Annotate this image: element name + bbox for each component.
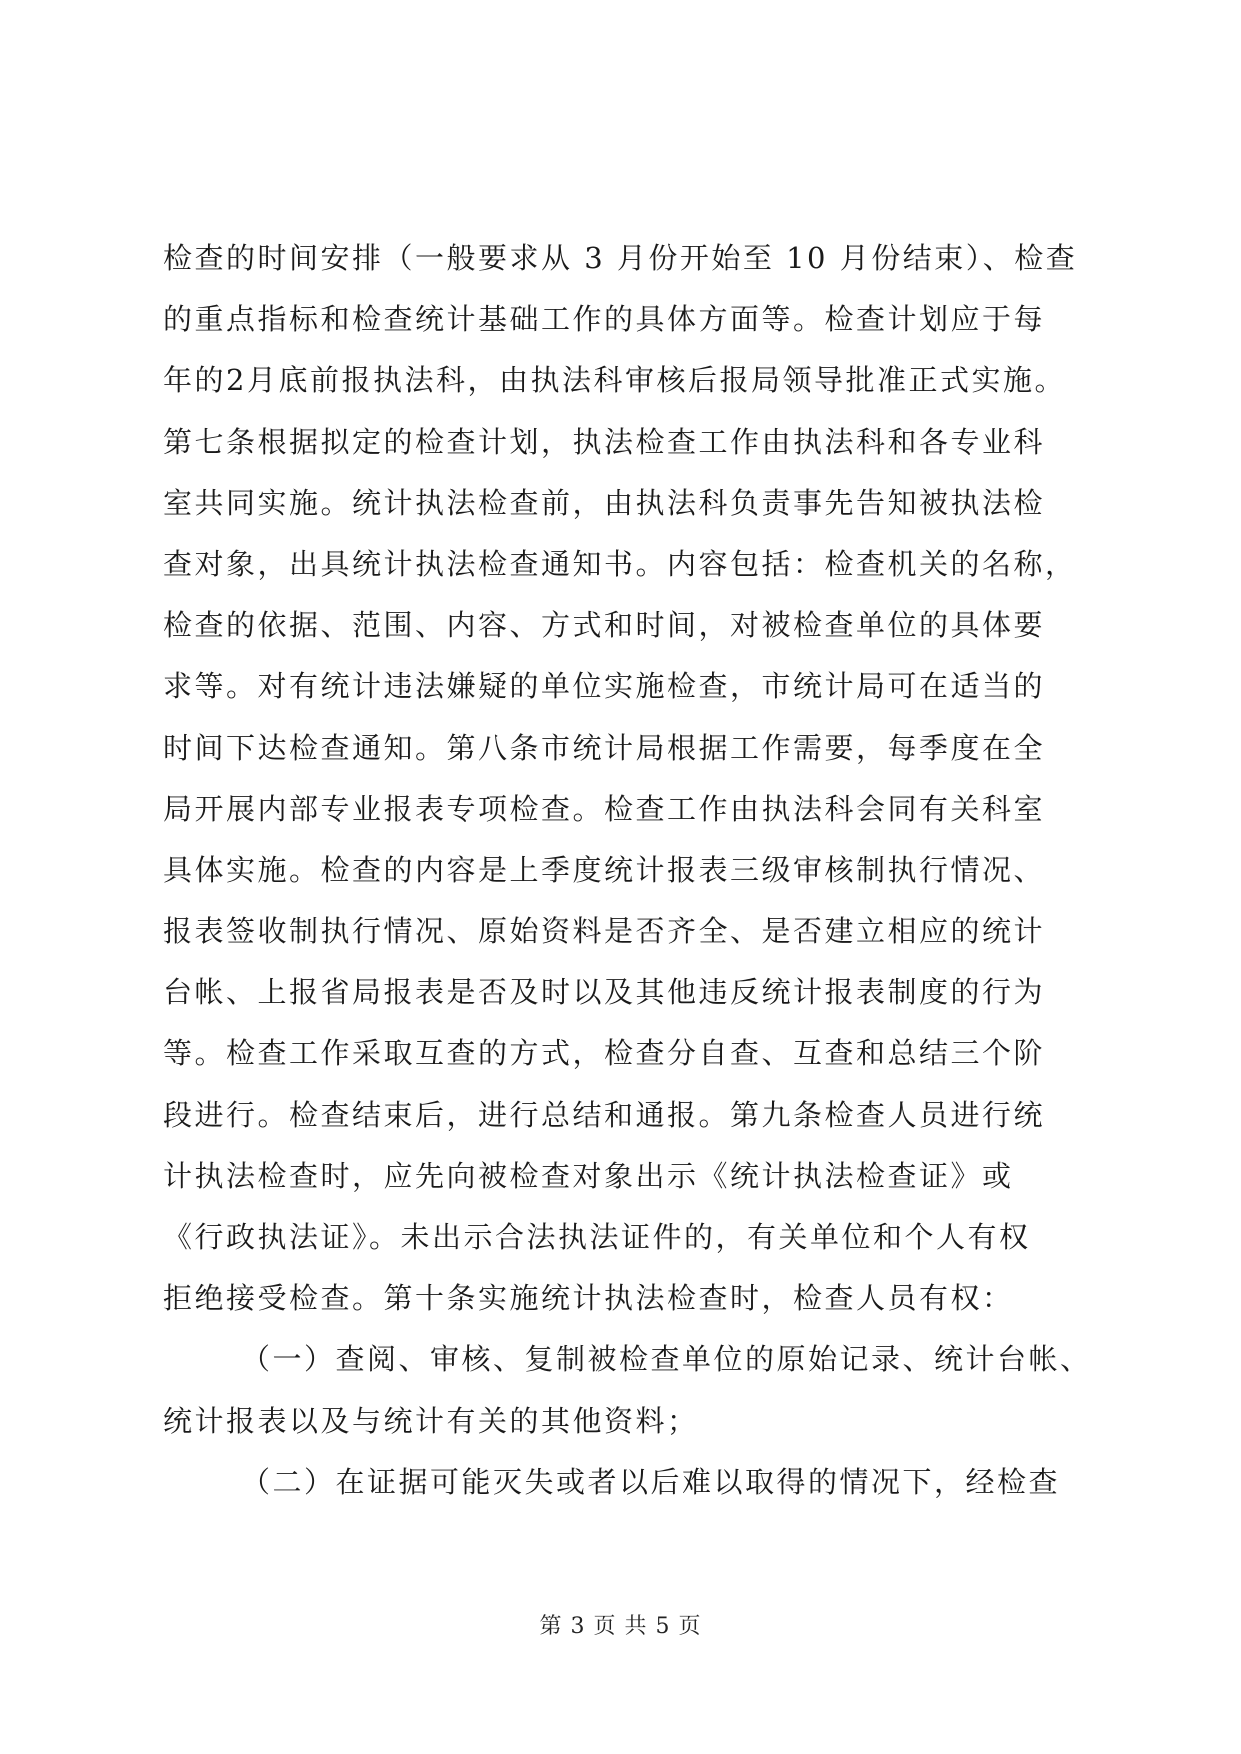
text-line: 检查的依据、范围、内容、方式和时间，对被检查单位的具体要 [163, 608, 1046, 643]
text-line: 室共同实施。统计执法检查前，由执法科负责事先告知被执法检 [163, 485, 1046, 520]
text-line: 拒绝接受检查。第十条实施统计执法检查时，检查人员有权： [163, 1281, 1014, 1316]
page-footer: 第 3 页 共 5 页 [539, 1614, 702, 1639]
text-line: 检查的时间安排（一般要求从 3 月份开始至 10 月份结束）、检查 [163, 241, 1078, 275]
text-line: 报表签收制执行情况、原始资料是否齐全、是否建立相应的统计 [163, 914, 1046, 949]
text-line: 《行政执法证》。未出示合法执法证件的，有关单位和个人有权 [163, 1220, 1031, 1254]
text-line: 求等。对有统计违法嫌疑的单位实施检查，市统计局可在适当的 [163, 669, 1046, 704]
text-line: 段进行。检查结束后，进行总结和通报。第九条检查人员进行统 [163, 1097, 1046, 1132]
text-line: 年的2月底前报执法科，由执法科审核后报局领导批准正式实施。 [163, 363, 1066, 398]
text-line: 具体实施。检查的内容是上季度统计报表三级审核制执行情况、 [163, 852, 1046, 887]
text-line: 等。检查工作采取互查的方式，检查分自查、互查和总结三个阶 [163, 1036, 1046, 1071]
text-line: 台帐、上报省局报表是否及时以及其他违反统计报表制度的行为 [163, 975, 1046, 1010]
text-line: 的重点指标和检查统计基础工作的具体方面等。检查计划应于每 [163, 302, 1046, 337]
text-line: 查对象，出具统计执法检查通知书。内容包括：检查机关的名称， [163, 546, 1077, 581]
text-line: 第七条根据拟定的检查计划，执法检查工作由执法科和各专业科 [163, 424, 1046, 459]
body-text [163, 228, 1093, 1513]
text-line: 计执法检查时，应先向被检查对象出示《统计执法检查证》或 [163, 1158, 1014, 1193]
text-line: 局开展内部专业报表专项检查。检查工作由执法科会同有关科室 [163, 791, 1046, 826]
text-line: （二）在证据可能灭失或者以后难以取得的情况下，经检查 [241, 1464, 1061, 1499]
text-line: 统计报表以及与统计有关的其他资料； [163, 1403, 699, 1438]
text-line: 时间下达检查通知。第八条市统计局根据工作需要，每季度在全 [163, 730, 1046, 765]
text-line: （一）查阅、审核、复制被检查单位的原始记录、统计台帐、 [241, 1342, 1092, 1377]
